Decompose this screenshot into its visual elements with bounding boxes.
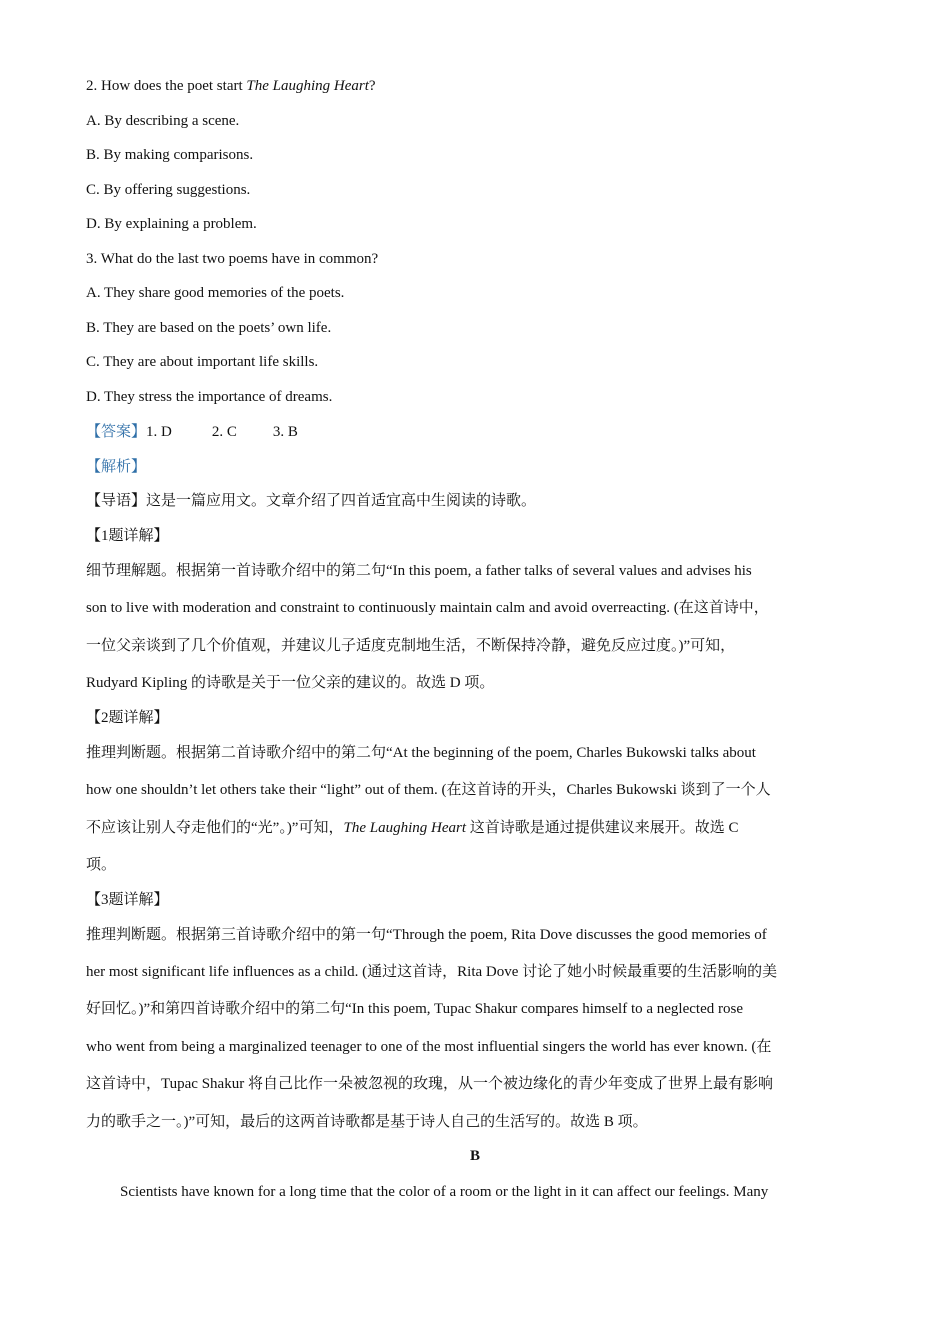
answer-line [86, 422, 298, 442]
section-b-first-line: Scientists have known for a long time that the color of a room or the light in it can affect our feelings. Many [120, 1184, 769, 1200]
question-2-stem-prefix: 2. How does the poet start [86, 78, 247, 94]
q3-line-2: her most significant life influences as a child. (通过这首诗，Rita Dove 讨论了她小时候最重要的生活影响的美 [86, 964, 778, 980]
q1-line-3: 一位父亲谈到了几个价值观，并建议儿子适度克制地生活，不断保持冷静，避免反应过度。)”可知， [86, 638, 736, 654]
q3-line-1: 推理判断题。根据第三首诗歌介绍中的第一句“Through the poem, Rita Dove discusses the good memories of [86, 927, 767, 943]
question-2-stem-suffix: ? [368, 78, 376, 94]
q1-line-2: son to live with moderation and constraint to continuously maintain calm and avoid overreacting. (在这首诗中， [86, 600, 769, 616]
analysis-label: 【解析】 [86, 459, 147, 475]
q2-line-3-prefix: 不应该让别人夺走他们的“光”。)”可知， [86, 820, 344, 836]
question-2-stem [86, 76, 376, 96]
q2-line-3-suffix: 这首诗歌是通过提供建议来展开。故选 C [466, 820, 739, 836]
question-2-option-d: D. By explaining a problem. [86, 216, 257, 232]
q3-heading: 【3题详解】 [86, 892, 169, 908]
q2-line-3 [86, 818, 739, 838]
q1-line-1: 细节理解题。根据第一首诗歌介绍中的第二句“In this poem, a father talks of several values and advises his [86, 563, 752, 579]
question-2-option-a: A. By describing a scene. [86, 113, 240, 129]
answer-item-2: 2. C [211, 424, 237, 440]
question-2-option-c: C. By offering suggestions. [86, 182, 251, 198]
question-3-stem: 3. What do the last two poems have in common? [86, 251, 379, 267]
q3-line-6: 力的歌手之一。)”可知，最后的这两首诗歌都是基于诗人自己的生活写的。故选 B 项。 [86, 1114, 648, 1130]
guide-text: 【导语】这是一篇应用文。文章介绍了四首适宜高中生阅读的诗歌。 [86, 493, 537, 509]
question-3-option-a: A. They share good memories of the poets. [86, 285, 345, 301]
q1-heading: 【1题详解】 [86, 528, 169, 544]
q2-line-2: how one shouldn’t let others take their “light” out of them. (在这首诗的开头，Charles Bukowski 谈到了一个人 [86, 782, 771, 798]
poem-title: The Laughing Heart [246, 78, 369, 94]
q2-line-4: 项。 [86, 857, 117, 873]
answer-label: 【答案】 [86, 424, 147, 440]
q3-line-4: who went from being a marginalized teenager to one of the most influential singers the world has ever known. (在 [86, 1039, 772, 1055]
q1-line-4: Rudyard Kipling 的诗歌是关于一位父亲的建议的。故选 D 项。 [86, 675, 495, 691]
question-3-option-c: C. They are about important life skills. [86, 354, 319, 370]
question-3-option-b: B. They are based on the poets’ own life. [86, 320, 332, 336]
q3-line-3: 好回忆。)”和第四首诗歌介绍中的第二句“In this poem, Tupac Shakur compares himself to a neglected rose [86, 1001, 743, 1017]
answer-item-1: 1. D [146, 424, 172, 440]
q2-heading: 【2题详解】 [86, 710, 169, 726]
question-2-option-b: B. By making comparisons. [86, 147, 254, 163]
q2-line-1: 推理判断题。根据第二首诗歌介绍中的第二句“At the beginning of the poem, Charles Bukowski talks about [86, 745, 756, 761]
q3-line-5: 这首诗中，Tupac Shakur 将自己比作一朵被忽视的玫瑰，从一个被边缘化的青少年变成了世界上最有影响 [86, 1076, 773, 1092]
section-b-title: B [469, 1148, 480, 1164]
answer-item-3: 3. B [272, 424, 298, 440]
q2-poem-title: The Laughing Heart [343, 820, 466, 836]
question-3-option-d: D. They stress the importance of dreams. [86, 389, 333, 405]
